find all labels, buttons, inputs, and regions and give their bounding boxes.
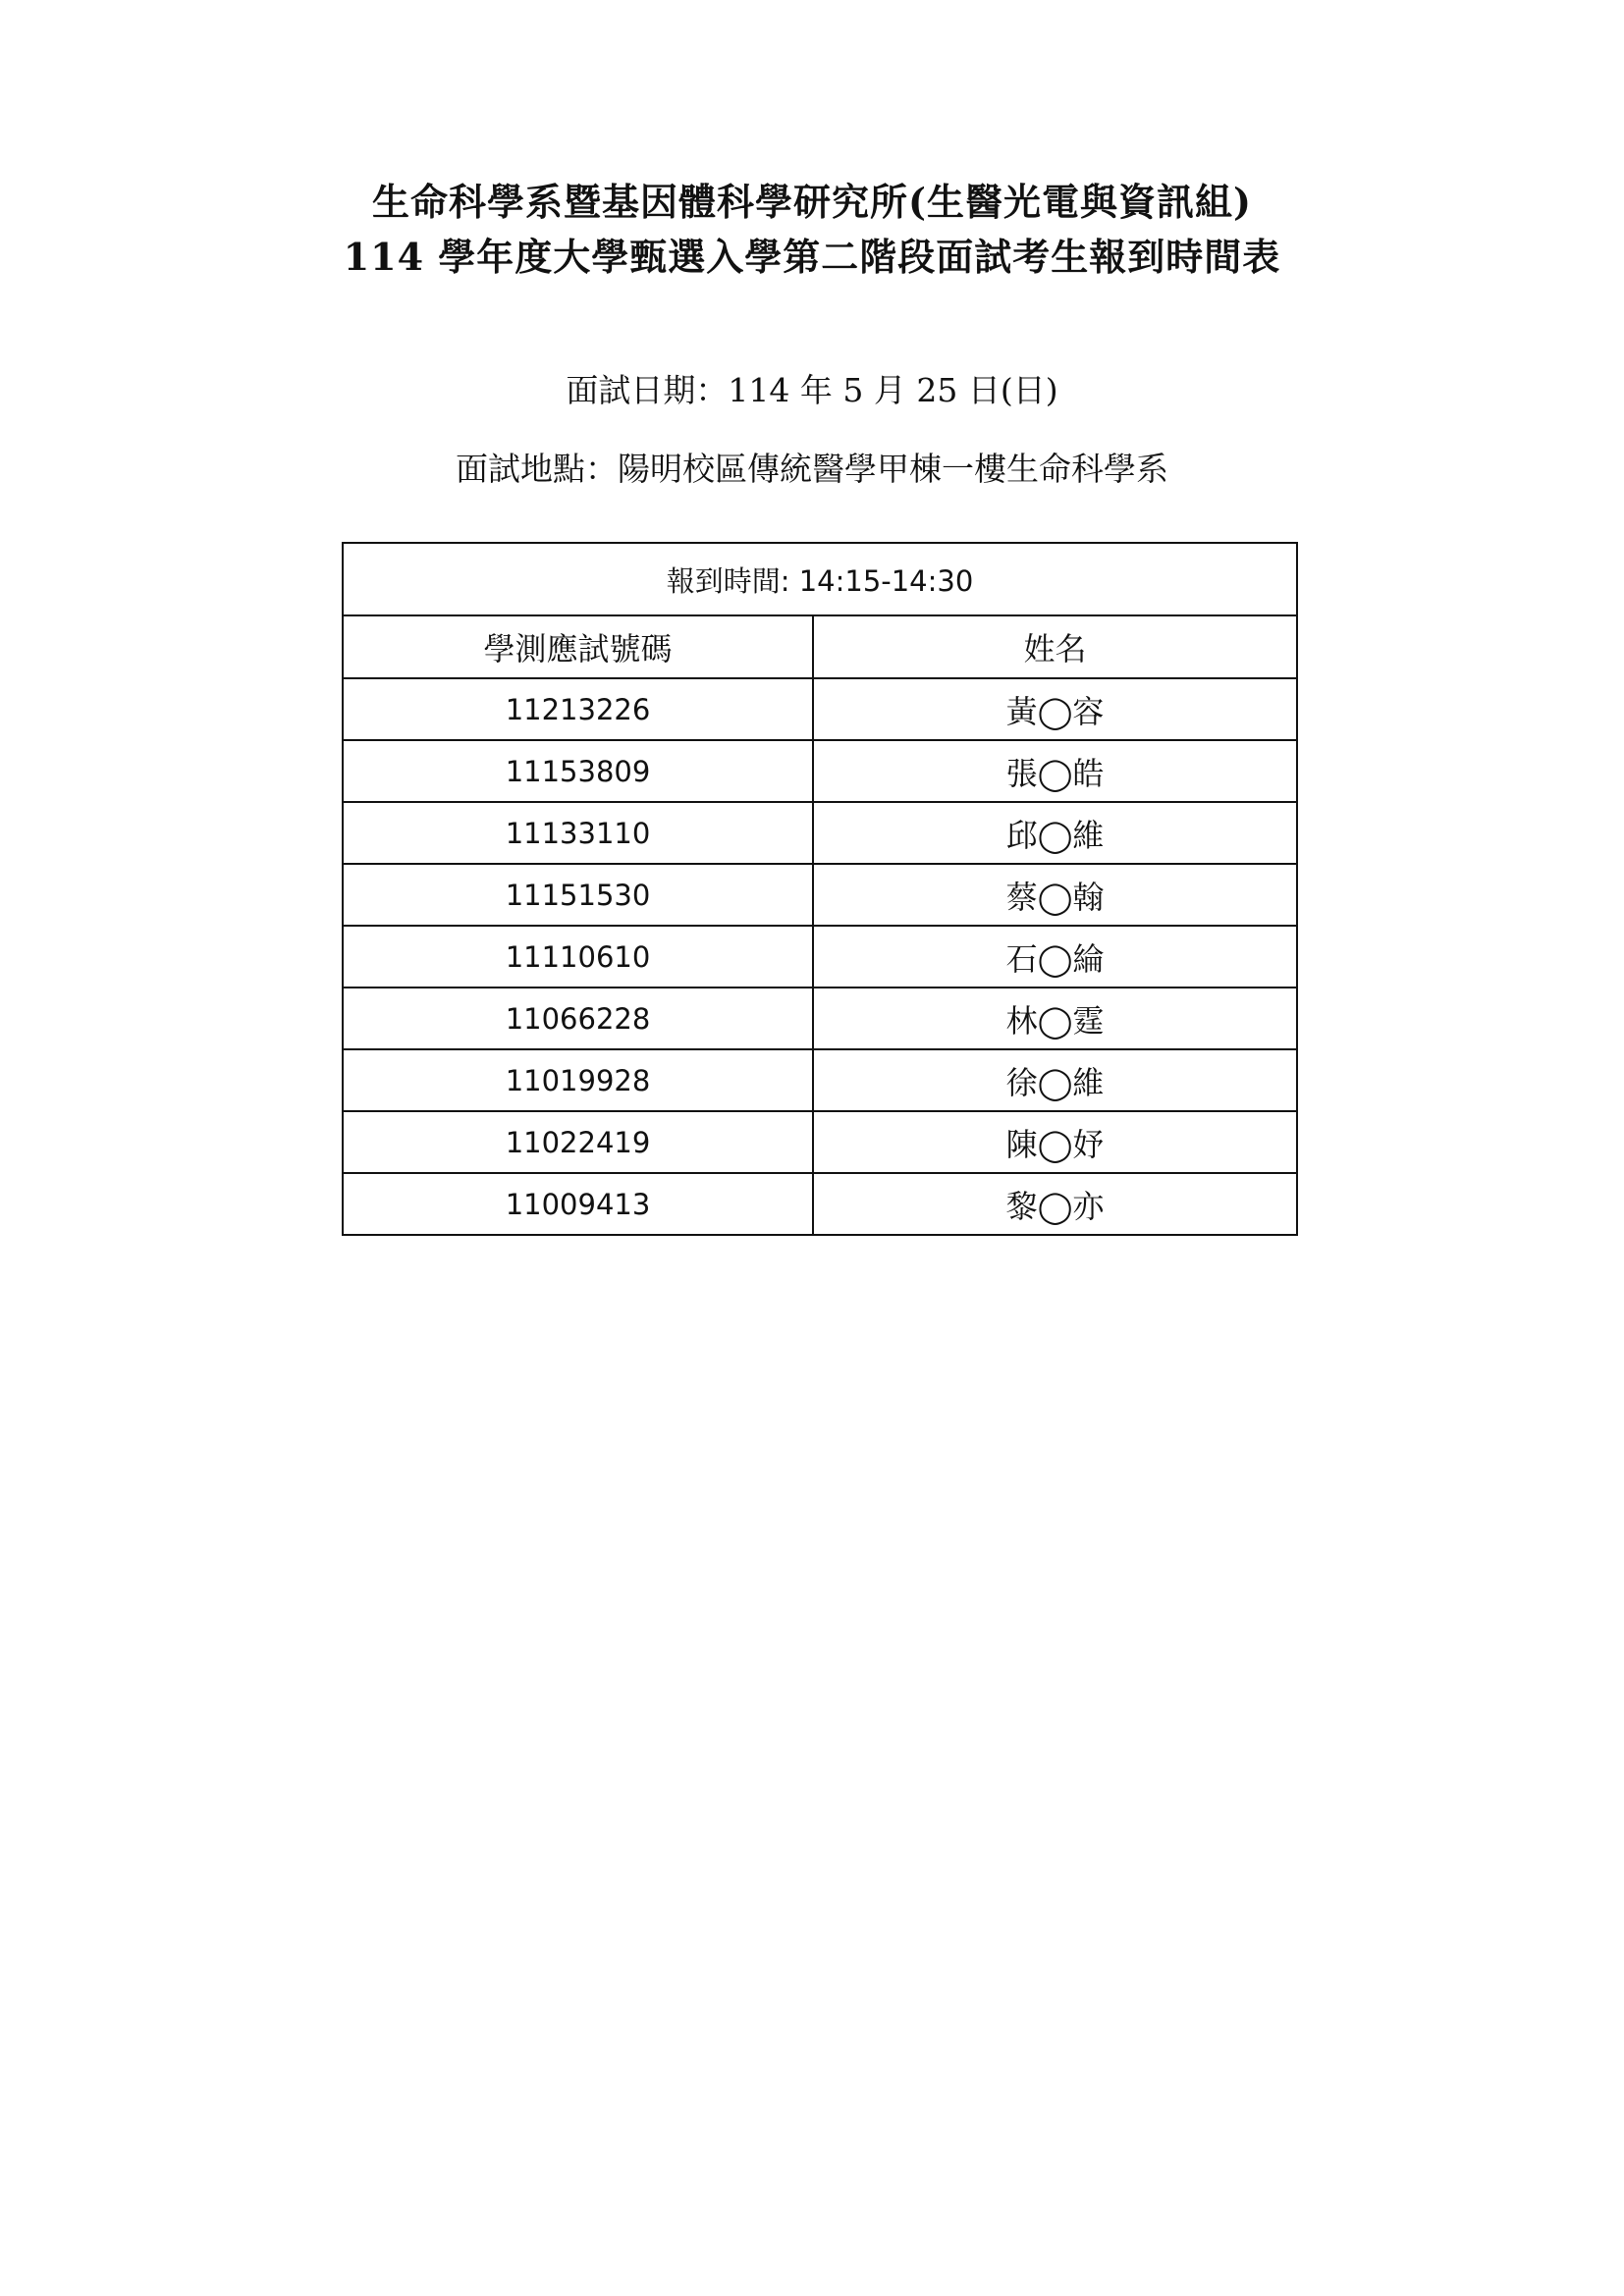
name-cell: 黃◯容 — [813, 678, 1297, 740]
name-cell: 蔡◯翰 — [813, 864, 1297, 926]
exam-id-cell: 11213226 — [343, 678, 813, 740]
check-in-schedule-table — [342, 542, 1298, 1236]
exam-id-cell: 11066228 — [343, 988, 813, 1049]
table-row — [343, 802, 1297, 864]
exam-id-cell: 11133110 — [343, 802, 813, 864]
exam-id-cell: 11151530 — [343, 864, 813, 926]
column-header-name: 姓名 — [813, 615, 1297, 678]
table-row — [343, 740, 1297, 802]
table-header-row — [343, 615, 1297, 678]
table-row — [343, 678, 1297, 740]
table-row — [343, 988, 1297, 1049]
exam-id-cell: 11009413 — [343, 1173, 813, 1235]
name-cell: 黎◯亦 — [813, 1173, 1297, 1235]
table-row — [343, 1173, 1297, 1235]
table-row — [343, 864, 1297, 926]
table-row — [343, 1111, 1297, 1173]
name-cell: 張◯皓 — [813, 740, 1297, 802]
table-row — [343, 1049, 1297, 1111]
exam-id-cell: 11022419 — [343, 1111, 813, 1173]
table-row — [343, 926, 1297, 988]
document-title — [0, 175, 1624, 285]
exam-id-cell: 11110610 — [343, 926, 813, 988]
column-header-exam-id: 學測應試號碼 — [343, 615, 813, 678]
name-cell: 林◯霆 — [813, 988, 1297, 1049]
check-in-time-caption: 報到時間: 14:15-14:30 — [343, 543, 1297, 615]
table-caption-row — [343, 543, 1297, 615]
name-cell: 陳◯妤 — [813, 1111, 1297, 1173]
name-cell: 邱◯維 — [813, 802, 1297, 864]
interview-date: 面試日期：114 年 5 月 25 日(日) — [566, 371, 1058, 409]
name-cell: 石◯綸 — [813, 926, 1297, 988]
name-cell: 徐◯維 — [813, 1049, 1297, 1111]
exam-id-cell: 11153809 — [343, 740, 813, 802]
title-line-2: 114 學年度大學甄選入學第二階段面試考生報到時間表 — [343, 235, 1281, 279]
interview-location: 面試地點：陽明校區傳統醫學甲棟一樓生命科學系 — [456, 450, 1168, 488]
exam-id-cell: 11019928 — [343, 1049, 813, 1111]
title-line-1: 生命科學系暨基因體科學研究所(生醫光電與資訊組) — [372, 180, 1252, 224]
